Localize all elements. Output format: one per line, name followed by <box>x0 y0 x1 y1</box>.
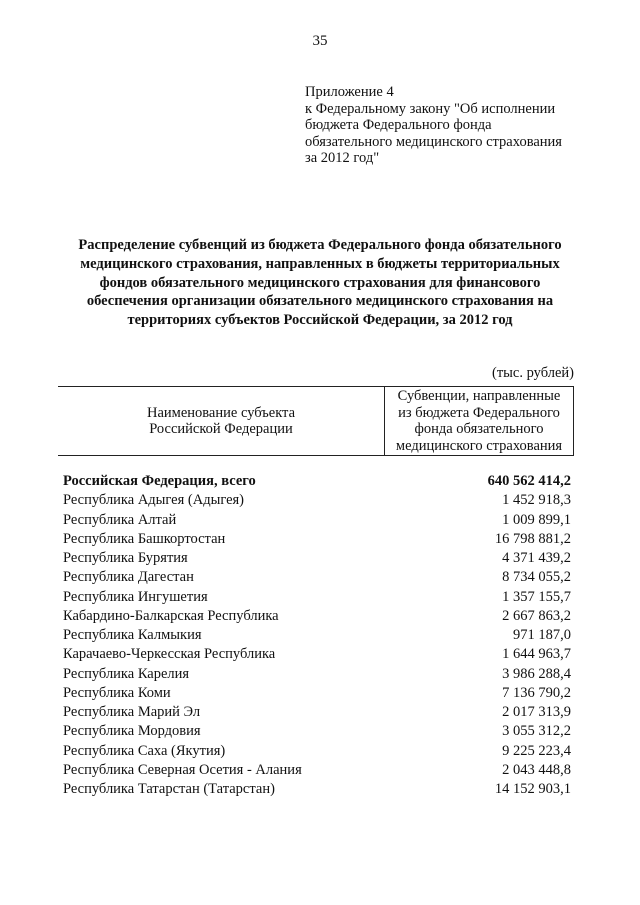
title-line: Распределение субвенций из бюджета Федерального фонда обязательного <box>78 237 562 253</box>
region-name: Республика Коми <box>63 684 171 701</box>
region-name: Республика Дагестан <box>63 569 194 586</box>
region-name: Республика Саха (Якутия) <box>63 742 226 759</box>
units-label: (тыс. рублей) <box>492 365 574 381</box>
table-row <box>63 665 571 684</box>
subvention-value: 2 017 313,9 <box>502 704 571 720</box>
annex-line: бюджета Федерального фонда <box>305 117 492 133</box>
table-row <box>63 530 571 549</box>
region-name: Республика Северная Осетия - Алания <box>63 761 302 778</box>
annex-line: за 2012 год" <box>305 150 380 166</box>
title-line: фондов обязательного медицинского страхования для финансового <box>99 274 541 291</box>
region-name: Республика Ингушетия <box>63 588 208 605</box>
table-row <box>63 645 571 664</box>
subvention-value: 4 371 439,2 <box>502 550 571 566</box>
region-name: Российская Федерация, всего <box>63 473 256 489</box>
table-row <box>63 607 571 626</box>
subvention-value: 9 225 223,4 <box>502 742 571 759</box>
table-header <box>58 386 574 456</box>
region-name: Кабардино-Балкарская Республика <box>63 607 279 624</box>
subvention-value: 14 152 903,1 <box>494 781 571 797</box>
table-body <box>63 472 571 799</box>
region-name: Республика Мордовия <box>63 723 201 740</box>
header-line: из бюджета Федерального <box>398 404 560 421</box>
column-header-subvention <box>385 387 574 456</box>
subvention-value: 7 136 790,2 <box>502 684 571 701</box>
subvention-value: 1 357 155,7 <box>502 588 571 605</box>
region-name: Карачаево-Черкесская Республика <box>63 646 276 663</box>
annex-reference <box>305 84 605 167</box>
header-line: медицинского страхования <box>395 437 563 454</box>
region-name: Республика Алтай <box>63 511 177 528</box>
table-row <box>63 491 571 510</box>
column-header-region <box>58 387 385 456</box>
subvention-value: 1 452 918,3 <box>502 492 571 509</box>
subvention-value: 1 009 899,1 <box>502 511 571 528</box>
annex-line: к Федеральному закону "Об исполнении <box>305 100 556 117</box>
region-name: Республика Адыгея (Адыгея) <box>63 492 245 509</box>
table-row <box>63 742 571 761</box>
subvention-value: 2 043 448,8 <box>502 761 571 778</box>
table-row <box>63 722 571 741</box>
region-name: Республика Бурятия <box>63 550 188 566</box>
region-name: Республика Татарстан (Татарстан) <box>63 781 275 797</box>
title-line: территориях субъектов Российской Федерации, за 2012 год <box>127 312 513 329</box>
title-line: медицинского страхования, направленных в бюджеты территориальных <box>80 255 560 272</box>
subvention-value: 3 986 288,4 <box>502 665 571 682</box>
annex-line: Приложение 4 <box>305 84 394 100</box>
table-row <box>63 703 571 722</box>
page-number: 35 <box>312 33 328 49</box>
table-row <box>63 549 571 568</box>
table-row-total <box>63 472 571 491</box>
subvention-value: 8 734 055,2 <box>502 569 571 586</box>
region-name: Республика Калмыкия <box>63 627 202 643</box>
subvention-value: 1 644 963,7 <box>502 646 571 663</box>
table-row <box>63 761 571 780</box>
header-line: Субвенции, направленные <box>397 388 561 404</box>
region-name: Республика Марий Эл <box>63 704 201 720</box>
annex-line: обязательного медицинского страхования <box>305 133 562 150</box>
subvention-value: 16 798 881,2 <box>494 530 571 547</box>
table-row <box>63 511 571 530</box>
subvention-value: 2 667 863,2 <box>502 607 571 624</box>
subvention-value: 640 562 414,2 <box>487 473 571 489</box>
region-name: Республика Башкортостан <box>63 530 226 547</box>
table-row <box>63 588 571 607</box>
subvention-value: 971 187,0 <box>513 627 571 643</box>
table-row <box>63 626 571 645</box>
table-row <box>63 684 571 703</box>
subvention-value: 3 055 312,2 <box>502 723 571 740</box>
header-line: фонда обязательного <box>414 421 544 437</box>
header-line: Наименование субъекта <box>146 404 296 421</box>
region-name: Республика Карелия <box>63 665 190 682</box>
table-row <box>63 568 571 587</box>
document-title <box>40 236 600 330</box>
title-line: обеспечения организации обязательного медицинского страхования на <box>86 293 554 310</box>
header-line: Российской Федерации <box>149 421 293 437</box>
table-row <box>63 780 571 799</box>
